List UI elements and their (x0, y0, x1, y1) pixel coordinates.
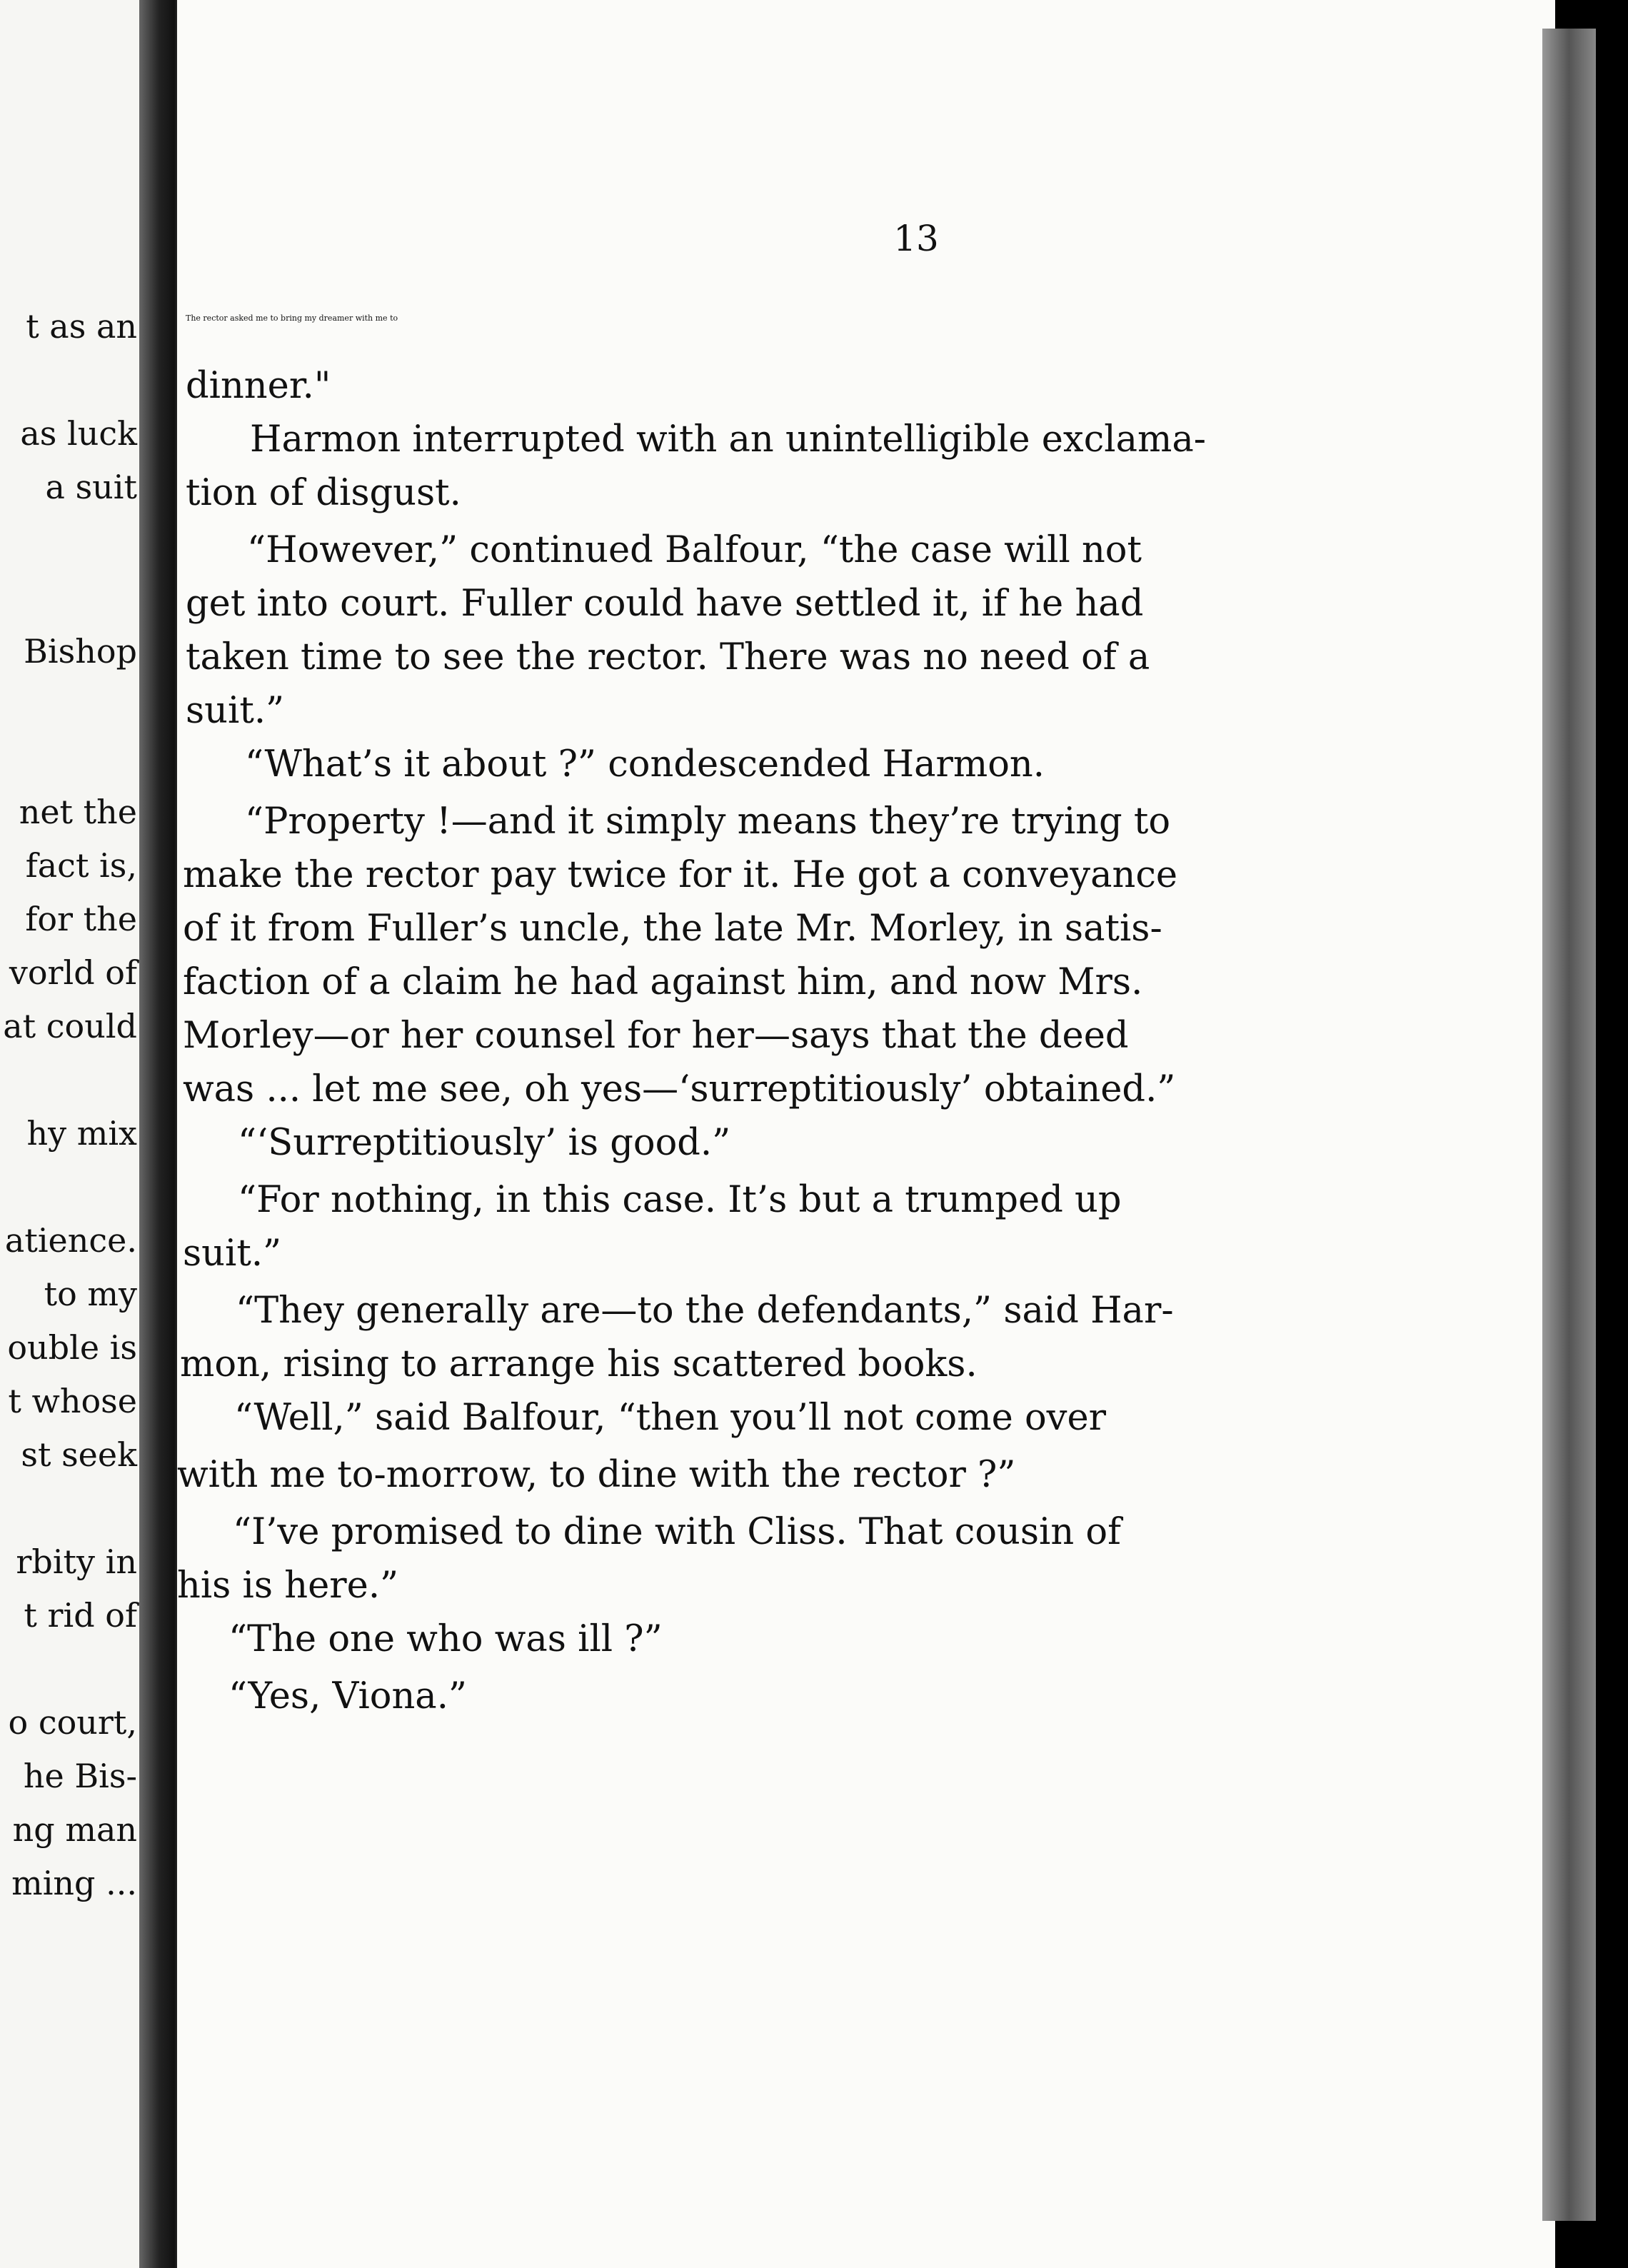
left-page-line: vorld of (9, 953, 137, 992)
text-line: The rector asked me to bring my dreamer with me to (186, 313, 398, 323)
text-line: “I’ve promised to dine with Cliss. That cousin of (233, 1511, 1121, 1553)
text-line: Morley—or her counsel for her—says that the deed (183, 1015, 1129, 1057)
text-line: of it from Fuller’s uncle, the late Mr. Morley, in satis- (183, 908, 1162, 950)
page-body-text (177, 0, 1555, 2268)
left-page-line: t rid of (24, 1596, 137, 1635)
left-page-line: st seek (21, 1435, 137, 1474)
text-line: “‘Surreptitiously’ is good.” (238, 1122, 731, 1164)
text-line: tion of disgust. (186, 472, 461, 514)
text-line: mon, rising to arrange his scattered books. (180, 1343, 978, 1385)
text-line: Harmon interrupted with an unintelligible exclama- (250, 418, 1206, 461)
left-page-line: at could (3, 1007, 137, 1045)
text-line: was ... let me see, oh yes—‘surreptitiously’ obtained.” (183, 1068, 1176, 1110)
text-line: his is here.” (177, 1565, 399, 1607)
left-page-line: as luck (20, 414, 137, 453)
left-page-line: for the (25, 900, 137, 938)
text-line: taken time to see the rector. There was no need of a (186, 636, 1150, 678)
left-page-line: net the (19, 793, 137, 831)
left-page-line: atience. (4, 1221, 137, 1260)
text-line: “For nothing, in this case. It’s but a trumped up (238, 1179, 1122, 1221)
left-page-line: fact is, (25, 846, 137, 885)
text-line: “Well,” said Balfour, “then you’ll not come over (234, 1397, 1107, 1439)
left-page-fragment (0, 0, 143, 2268)
left-page-line: o court, (8, 1703, 137, 1742)
left-page-line: ng man (12, 1810, 137, 1849)
text-line: “The one who was ill ?” (228, 1618, 663, 1660)
text-line: suit.” (186, 690, 285, 732)
left-page-line: he Bis- (23, 1757, 137, 1795)
left-page-line: a suit (45, 468, 137, 506)
left-page-line: rbity in (16, 1542, 137, 1581)
text-line: “What’s it about ?” condescended Harmon. (245, 743, 1045, 786)
page-number: 13 (893, 218, 939, 259)
text-line: “They generally are—to the defendants,” said Har- (236, 1290, 1174, 1332)
text-line: “Property !—and it simply means they’re trying to (245, 801, 1171, 843)
main-page (177, 0, 1555, 2268)
text-line: “However,” continued Balfour, “the case will not (247, 529, 1142, 571)
left-page-line: to my (44, 1275, 137, 1313)
left-page-line: t as an (26, 307, 137, 346)
text-line: make the rector pay twice for it. He got a conveyance (183, 854, 1178, 896)
left-page-line: hy mix (26, 1114, 137, 1153)
text-line: get into court. Fuller could have settled it, if he had (186, 583, 1144, 625)
left-page-line: ouble is (7, 1328, 137, 1367)
left-page-line: ming ... (11, 1864, 137, 1902)
text-line: suit.” (183, 1233, 282, 1275)
left-page-line: t whose (8, 1382, 137, 1420)
text-line: dinner." (186, 365, 331, 407)
text-line: “Yes, Viona.” (228, 1675, 467, 1717)
text-line: with me to-morrow, to dine with the rector ?” (177, 1454, 1016, 1496)
text-line: faction of a claim he had against him, and now Mrs. (183, 961, 1143, 1003)
left-page-line: Bishop (24, 632, 137, 671)
page-stack-edge (1542, 29, 1596, 2221)
